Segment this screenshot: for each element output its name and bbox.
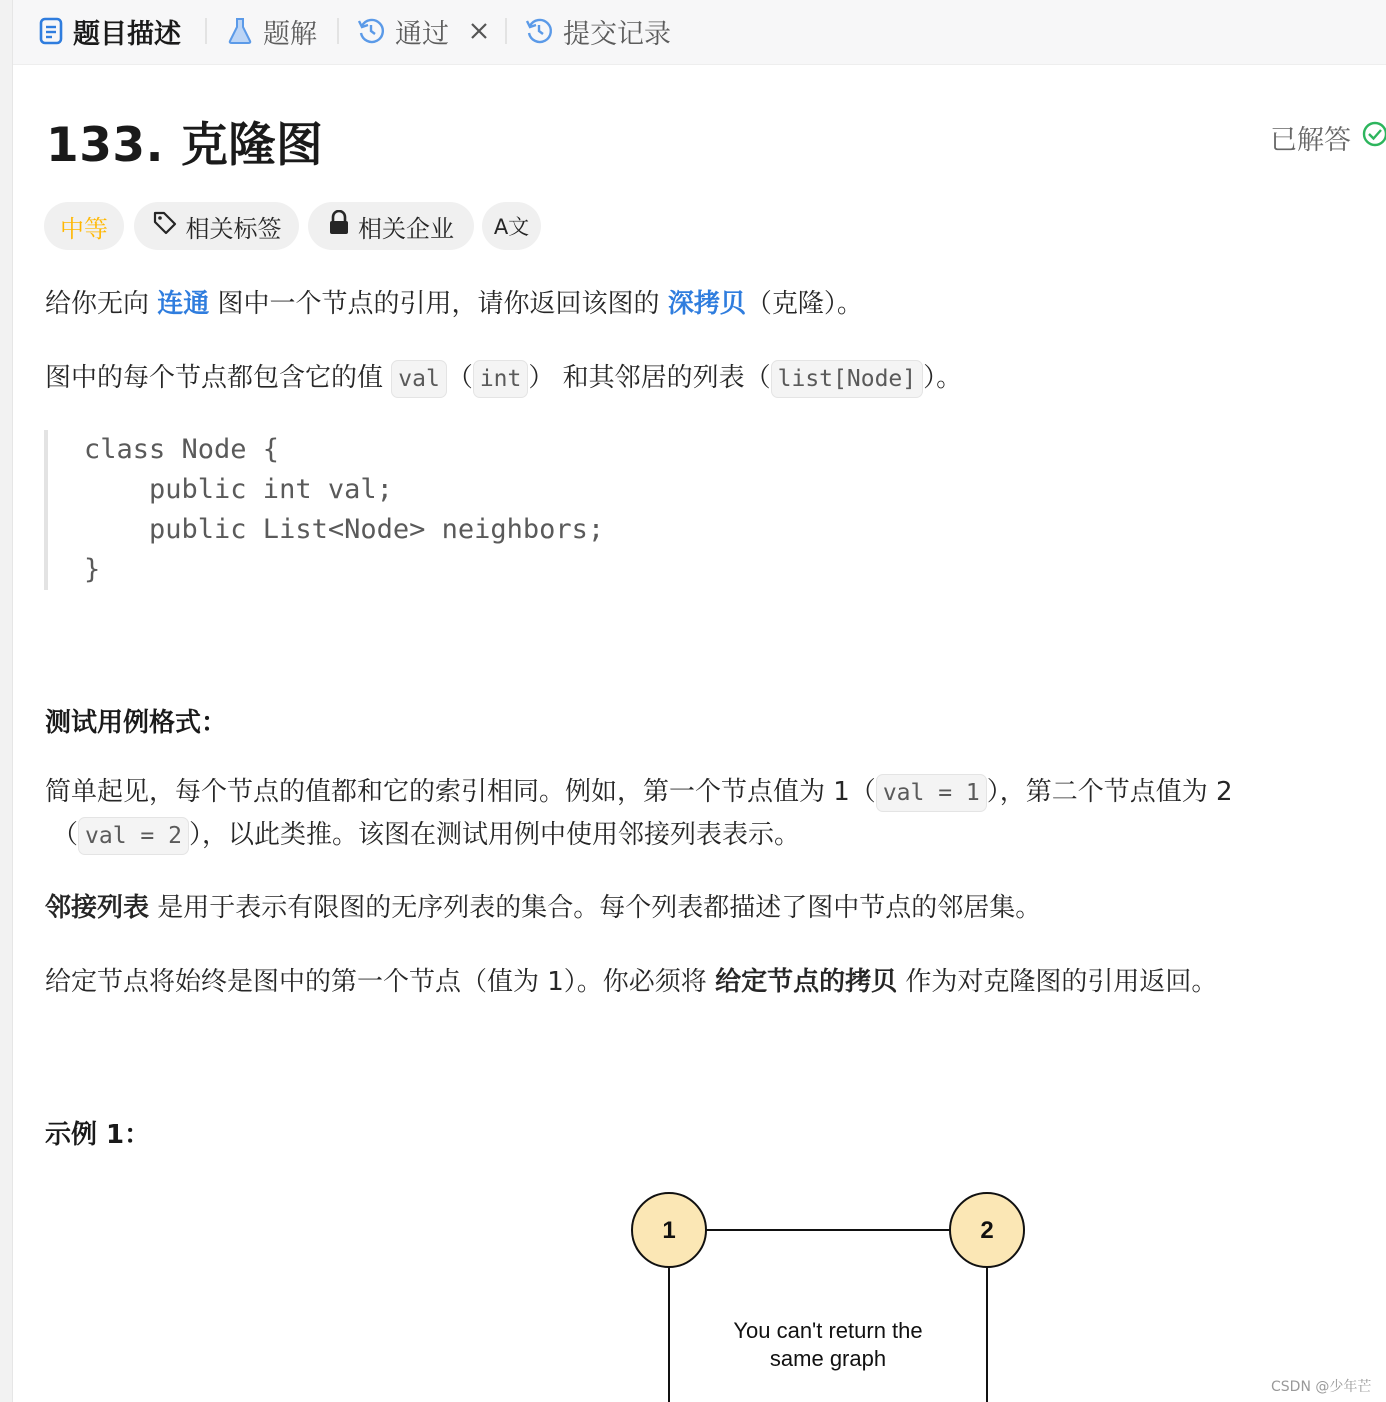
- graph-node-1-label: 1: [662, 1217, 676, 1244]
- code-line: public List<Node> neighbors;: [84, 514, 605, 545]
- inline-code-list: list[Node]: [771, 360, 923, 398]
- example-heading: 示例 1：: [45, 1120, 151, 1150]
- tab-divider: [337, 18, 339, 44]
- check-circle-icon: [1361, 120, 1386, 155]
- format-paragraph-1-line-2: （ val = 2 ），以此类推。该图在测试用例中使用邻接列表表示。: [52, 815, 800, 855]
- graph-node-2-label: 2: [980, 1217, 994, 1244]
- related-companies-label: 相关企业: [358, 214, 454, 243]
- lock-icon: [328, 210, 350, 242]
- tab-bar: [13, 0, 1386, 65]
- related-tags-label: 相关标签: [185, 214, 282, 243]
- difficulty-label: 中等: [60, 214, 108, 243]
- translate-button[interactable]: [482, 202, 541, 250]
- code-line: }: [84, 554, 101, 585]
- tab-description[interactable]: [39, 12, 181, 50]
- solved-status: [1270, 118, 1386, 157]
- related-companies-button[interactable]: [308, 202, 474, 250]
- document-icon: [39, 17, 63, 45]
- history-icon: [525, 17, 553, 45]
- inline-code-val-1: val = 1: [876, 774, 987, 812]
- history-icon: [357, 17, 385, 45]
- watermark: CSDN @少年芒: [1271, 1379, 1372, 1395]
- tab-accepted-label: 通过: [395, 18, 449, 50]
- code-line: public int val;: [84, 474, 393, 505]
- tab-submissions[interactable]: [525, 12, 671, 50]
- tab-description-label: 题目描述: [73, 18, 181, 50]
- tab-solutions[interactable]: [227, 12, 317, 50]
- close-tab-icon[interactable]: [469, 21, 489, 41]
- tag-icon: [152, 210, 178, 242]
- translate-icon: A文: [493, 215, 530, 239]
- code-line: class Node {: [84, 434, 280, 465]
- connected-link[interactable]: 连通: [157, 289, 210, 319]
- format-paragraph-3: 给定节点将始终是图中的第一个节点（值为 1）。你必须将 给定节点的拷贝 作为对克隆图的引用返回。: [45, 967, 1218, 997]
- problem-title[interactable]: 133. 克隆图: [46, 118, 324, 173]
- solved-label: 已解答: [1270, 125, 1351, 156]
- tab-accepted[interactable]: [357, 12, 489, 50]
- format-paragraph-1-line-1: 简单起见，每个节点的值都和它的索引相同。例如，第一个节点值为 1（ val = 1 ），第二个节点值为 2: [45, 772, 1233, 812]
- tab-divider: [505, 18, 507, 44]
- inline-code-val-2: val = 2: [78, 817, 189, 855]
- code-block: [44, 430, 604, 590]
- description-paragraph-1: 给你无向 连通 图中一个节点的引用，请你返回该图的 深拷贝（克隆）。: [45, 289, 863, 319]
- format-paragraph-2: 邻接列表 是用于表示有限图的无序列表的集合。每个列表都描述了图中节点的邻居集。: [45, 893, 1042, 923]
- tab-divider: [205, 18, 207, 44]
- graph-caption-line-2: same graph: [769, 1346, 887, 1371]
- inline-code-val: val: [391, 360, 447, 398]
- tab-submissions-label: 提交记录: [563, 18, 671, 50]
- format-heading: 测试用例格式：: [45, 708, 228, 738]
- graph-caption-line-1: You can't return the: [733, 1318, 923, 1343]
- flask-icon: [227, 17, 253, 45]
- example-graph-image: [0, 1180, 1386, 1402]
- inline-code-int: int: [473, 360, 529, 398]
- difficulty-badge[interactable]: [44, 202, 124, 250]
- tab-solutions-label: 题解: [263, 18, 317, 50]
- related-tags-button[interactable]: [134, 202, 299, 250]
- deep-copy-link[interactable]: 深拷贝: [667, 289, 746, 319]
- description-paragraph-2: 图中的每个节点都包含它的值 val （ int ） 和其邻居的列表（ list[Node] ）。: [45, 358, 962, 398]
